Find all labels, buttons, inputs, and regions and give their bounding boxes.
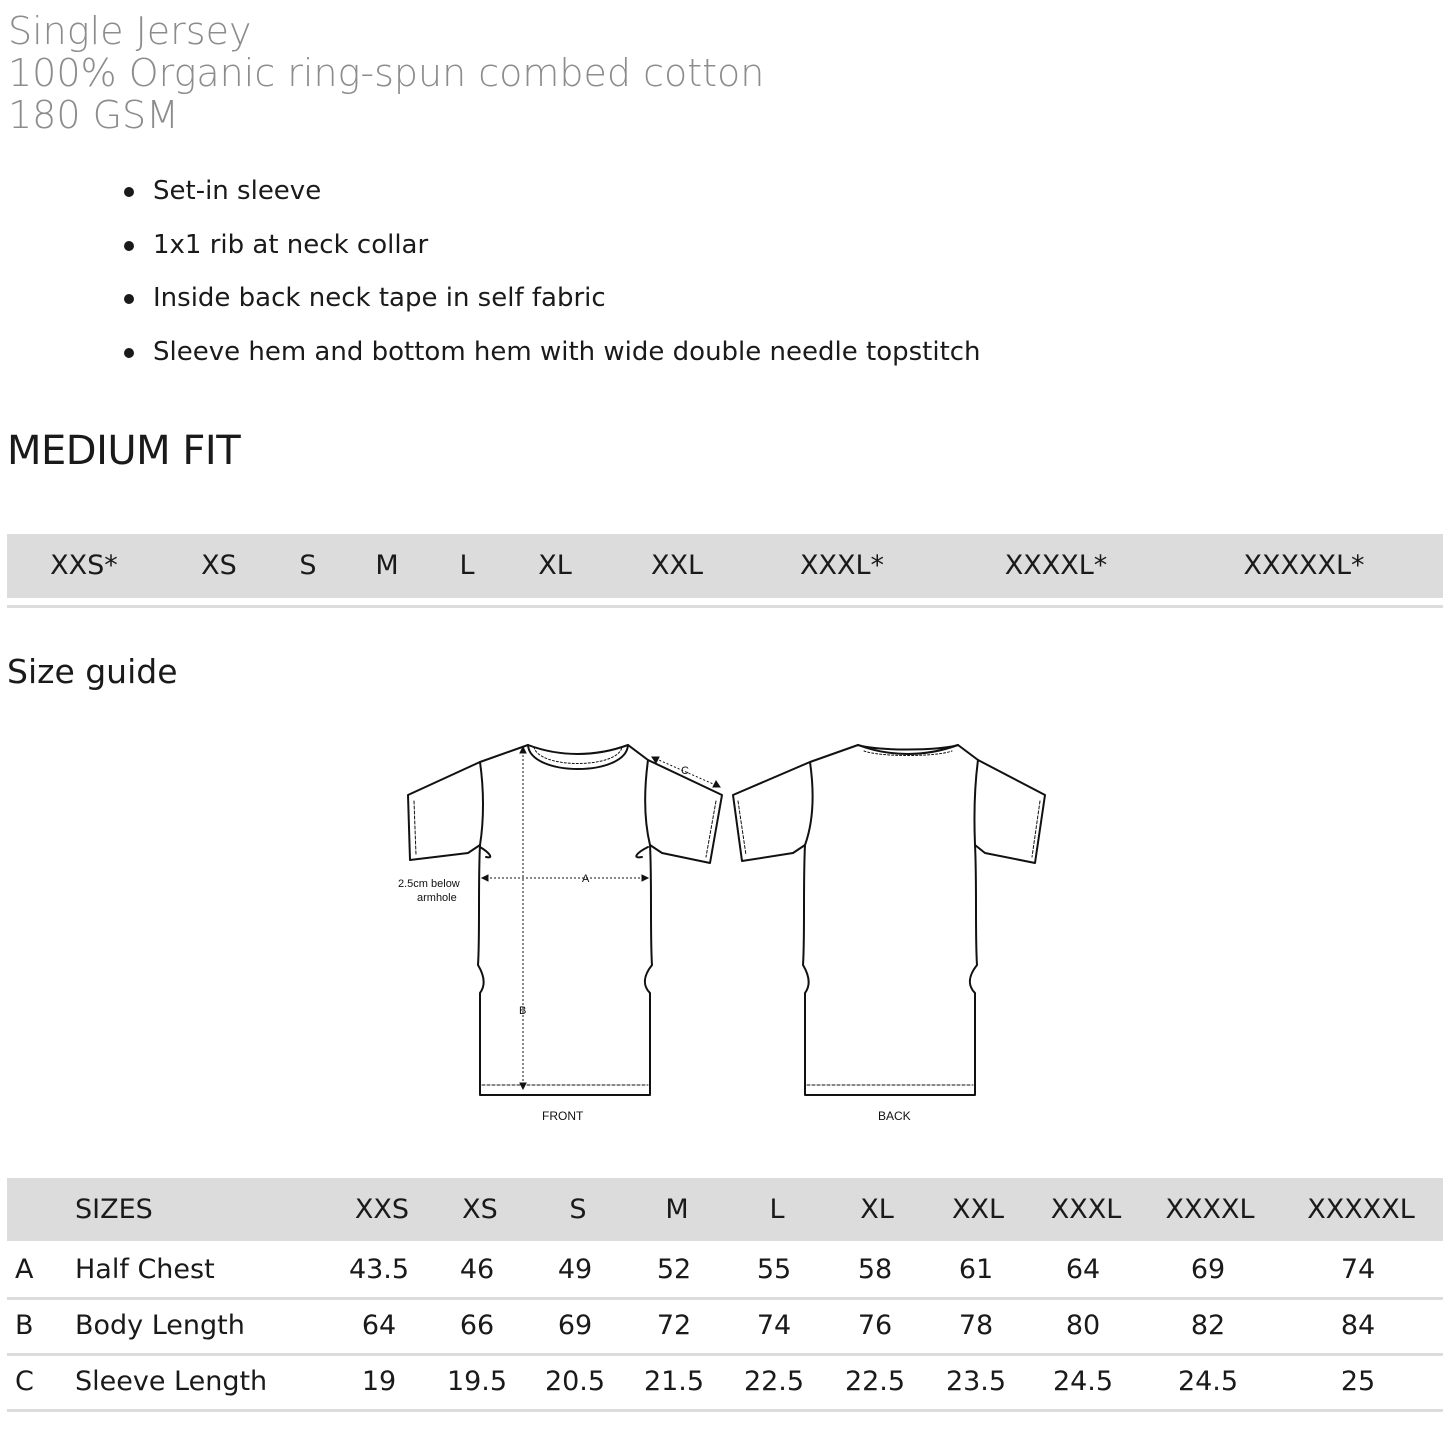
tshirt-diagram <box>380 735 1060 1135</box>
row-value: 21.5 <box>643 1366 705 1397</box>
front-label: FRONT <box>542 1109 584 1123</box>
fit-title: MEDIUM FIT <box>7 428 241 474</box>
header-size: XXXXXL <box>1307 1194 1415 1225</box>
row-value: 23.5 <box>945 1366 1007 1397</box>
row-code: A <box>15 1254 34 1285</box>
size-option: XXL <box>650 550 704 581</box>
feature-item: 1x1 rib at neck collar <box>120 222 981 276</box>
table-row <box>7 1300 1443 1356</box>
row-value: 49 <box>557 1254 593 1285</box>
row-value: 19 <box>361 1366 397 1397</box>
front-shirt-outline <box>408 745 722 1095</box>
row-name: Half Chest <box>75 1254 215 1285</box>
row-value: 84 <box>1340 1310 1376 1341</box>
row-value: 74 <box>1340 1254 1376 1285</box>
label-a: A <box>582 873 590 885</box>
row-code: C <box>15 1366 34 1397</box>
row-value: 24.5 <box>1177 1366 1239 1397</box>
row-value: 72 <box>656 1310 692 1341</box>
header-size: M <box>665 1194 689 1225</box>
header-size: XXL <box>951 1194 1005 1225</box>
row-value: 69 <box>557 1310 593 1341</box>
armhole-note-line2: armhole <box>417 892 457 904</box>
header-size: XS <box>462 1194 498 1225</box>
row-value: 24.5 <box>1052 1366 1114 1397</box>
row-value: 74 <box>756 1310 792 1341</box>
row-value: 64 <box>1065 1254 1101 1285</box>
row-value: 80 <box>1065 1310 1101 1341</box>
size-option: S <box>299 550 317 581</box>
row-value: 78 <box>958 1310 994 1341</box>
row-value: 66 <box>459 1310 495 1341</box>
available-sizes-band <box>7 534 1443 598</box>
back-collar <box>858 745 958 750</box>
header-size: XL <box>860 1194 894 1225</box>
fabric-composition: 100% Organic ring-spun combed cotton <box>8 51 765 95</box>
label-b: B <box>519 1005 527 1017</box>
header-size: S <box>569 1194 587 1225</box>
size-option: XXXXXL* <box>1243 550 1365 581</box>
divider <box>7 605 1443 608</box>
row-code: B <box>15 1310 34 1341</box>
row-name: Sleeve Length <box>75 1366 268 1397</box>
size-option: XXS* <box>50 550 118 581</box>
row-value: 43.5 <box>348 1254 410 1285</box>
row-value: 19.5 <box>446 1366 508 1397</box>
size-option: XXXXL* <box>1004 550 1108 581</box>
row-value: 69 <box>1190 1254 1226 1285</box>
armhole-note-line1: 2.5cm below <box>398 878 460 890</box>
row-value: 25 <box>1340 1366 1376 1397</box>
feature-list <box>120 168 981 382</box>
fabric-type: Single Jersey <box>8 9 252 53</box>
fabric-spec <box>8 10 764 136</box>
feature-item: Inside back neck tape in self fabric <box>120 275 981 329</box>
table-row <box>7 1356 1443 1412</box>
size-option: XL <box>538 550 572 581</box>
table-row <box>7 1244 1443 1300</box>
row-value: 61 <box>958 1254 994 1285</box>
label-c: C <box>681 765 689 777</box>
size-guide-title: Size guide <box>7 652 178 691</box>
row-value: 22.5 <box>743 1366 805 1397</box>
row-value: 55 <box>756 1254 792 1285</box>
header-size: XXXL <box>1050 1194 1122 1225</box>
size-option: M <box>375 550 399 581</box>
size-option: XS <box>201 550 237 581</box>
row-value: 58 <box>857 1254 893 1285</box>
back-label: BACK <box>878 1109 911 1123</box>
table-header <box>7 1178 1443 1241</box>
feature-item: Set-in sleeve <box>120 168 981 222</box>
header-size: L <box>769 1194 785 1225</box>
feature-item: Sleeve hem and bottom hem with wide double needle topstitch <box>120 329 981 383</box>
row-value: 82 <box>1190 1310 1226 1341</box>
row-name: Body Length <box>75 1310 245 1341</box>
row-value: 52 <box>656 1254 692 1285</box>
row-value: 76 <box>857 1310 893 1341</box>
size-option: L <box>459 550 475 581</box>
row-value: 64 <box>361 1310 397 1341</box>
header-size: XXS <box>354 1194 410 1225</box>
row-value: 46 <box>459 1254 495 1285</box>
back-shirt-outline <box>733 745 1045 1095</box>
row-value: 20.5 <box>544 1366 606 1397</box>
size-option: XXXL* <box>799 550 885 581</box>
fabric-weight: 180 GSM <box>8 93 179 137</box>
sizes-header-label: SIZES <box>75 1194 153 1225</box>
header-size: XXXXL <box>1165 1194 1255 1225</box>
row-value: 22.5 <box>844 1366 906 1397</box>
